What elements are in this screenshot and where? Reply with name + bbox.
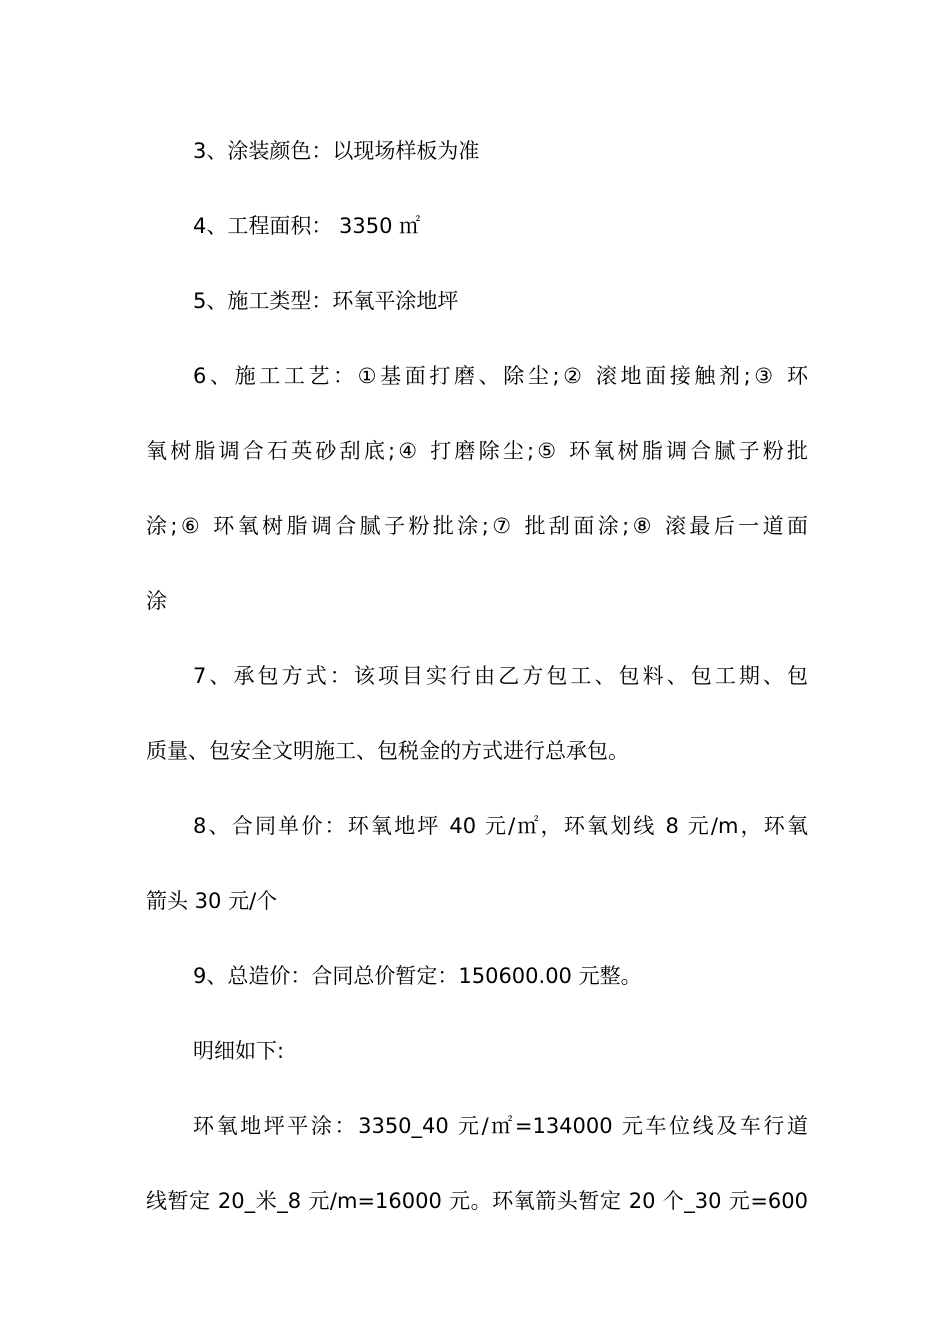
item-4-project-area: 4、工程面积： 3350 ㎡ <box>193 214 421 238</box>
item-8-unit-price-line-2: 箭头 30 元/个 <box>146 889 278 913</box>
item-9-total-price: 9、总造价：合同总价暂定：150600.00 元整。 <box>193 964 642 988</box>
item-5-construction-type: 5、施工类型：环氧平涂地坪 <box>193 289 459 313</box>
item-7-contract-method-line-1: 7、承包方式：该项目实行由乙方包工、包料、包工期、包 <box>193 664 808 688</box>
item-6-process-line-4: 涂 <box>146 589 167 613</box>
item-7-contract-method-line-2: 质量、包安全文明施工、包税金的方式进行总承包。 <box>146 739 629 763</box>
item-6-process-line-1: 6、施工工艺：①基面打磨、除尘;② 滚地面接触剂;③ 环 <box>193 364 808 388</box>
item-8-unit-price-line-1: 8、合同单价：环氧地坪 40 元/㎡，环氧划线 8 元/m，环氧 <box>193 814 808 838</box>
details-line-1: 环氧地坪平涂：3350_40 元/㎡=134000 元车位线及车行道 <box>193 1114 808 1138</box>
details-heading: 明细如下: <box>193 1039 285 1063</box>
item-3-paint-color: 3、涂装颜色：以现场样板为准 <box>193 139 480 163</box>
item-6-process-line-3: 涂;⑥ 环氧树脂调合腻子粉批涂;⑦ 批刮面涂;⑧ 滚最后一道面 <box>146 514 808 538</box>
item-6-process-line-2: 氧树脂调合石英砂刮底;④ 打磨除尘;⑤ 环氧树脂调合腻子粉批 <box>146 439 808 463</box>
details-line-2: 线暂定 20_米_8 元/m=16000 元。环氧箭头暂定 20 个_30 元=600 <box>146 1189 808 1213</box>
